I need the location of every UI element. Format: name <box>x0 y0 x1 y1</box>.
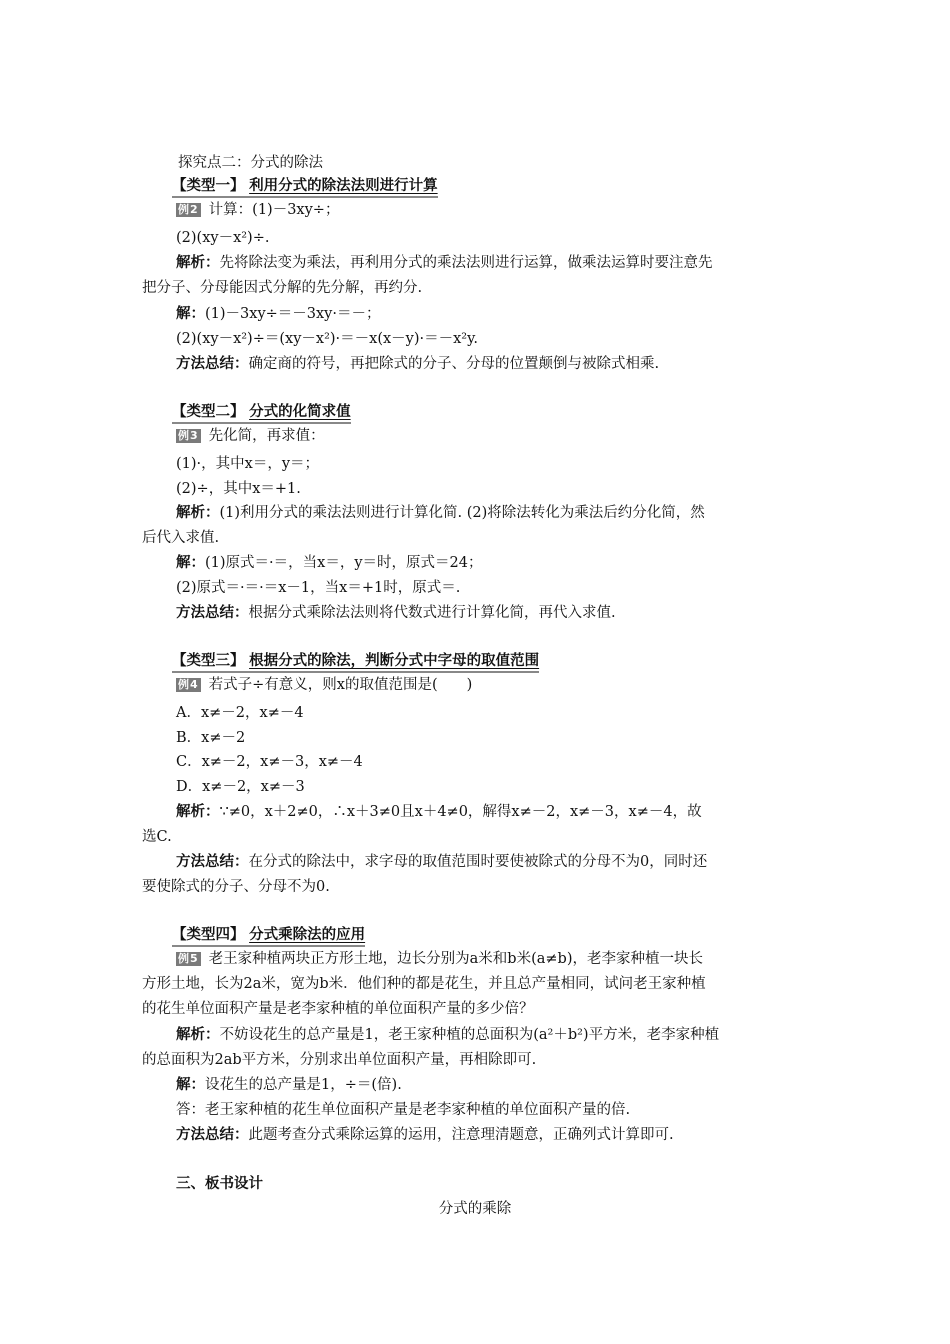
summary-text: 此题考查分式乘除运算的运用，注意理清题意，正确列式计算即可. <box>248 1127 674 1143</box>
type-4-label: 【类型四】 <box>172 926 245 943</box>
example-2-solution-2: (2)(xy－x²)÷＝(xy－x²)·＝－x(x－y)·＝－x²y. <box>176 331 478 347</box>
option-d: D．x≠－2，x≠－3 <box>176 779 305 795</box>
example-3-part1: (1)·，其中x＝，y＝； <box>176 456 320 472</box>
summary-text: 根据分式乘除法法则将代数式进行计算化简，再代入求值. <box>248 605 616 621</box>
example-5-analysis <box>176 1025 719 1045</box>
option-b: B．x≠－2 <box>176 730 246 746</box>
type-2-label: 【类型二】 <box>172 403 245 420</box>
example-3-summary <box>176 603 616 623</box>
example-3-analysis-cont: 后代入求值. <box>142 530 220 546</box>
example-5-question-2: 方形土地，长为2a米，宽为b米．他们种的都是花生，并且总产量相同，试问老王家种植 <box>142 976 706 992</box>
summary-text: 在分式的除法中，求字母的取值范围时要使被除式的分母不为0，同时还 <box>248 854 708 870</box>
example-5-text: 老王家种植两块正方形土地，边长分别为a米和b米(a≠b)，老李家种植一块长 <box>208 951 703 967</box>
solution-text: (1)－3xy÷＝－3xy·＝－； <box>205 306 381 322</box>
analysis-label: 解析： <box>176 1026 220 1043</box>
solution-text: 设花生的总产量是1，÷＝(倍). <box>205 1077 402 1093</box>
example-3-text: 先化简，再求值： <box>208 428 325 444</box>
example-4-badge: 例4 <box>178 678 199 691</box>
example-4-analysis-cont: 选C. <box>142 829 172 845</box>
summary-text: 确定商的符号，再把除式的分子、分母的位置颠倒与被除式相乘. <box>248 356 660 372</box>
example-5-answer: 答：老王家种植的花生单位面积产量是老李家种植的单位面积产量的倍. <box>176 1102 631 1118</box>
analysis-label: 解析： <box>176 803 220 820</box>
solution-label: 解： <box>176 305 205 322</box>
example-2-part2: (2)(xy－x²)÷. <box>176 230 270 246</box>
example-5-badge: 例5 <box>178 952 199 965</box>
type-2-title: 分式的化简求值 <box>249 403 351 420</box>
analysis-text: 先将除法变为乘法，再利用分式的乘法法则进行运算，做乘法运算时要注意先 <box>219 255 713 271</box>
example-2-solution <box>176 304 381 324</box>
example-5-question <box>176 949 703 969</box>
option-a: A．x≠－2，x≠－4 <box>176 705 304 721</box>
example-3-part2: (2)÷，其中x＝+1. <box>176 481 301 497</box>
type-3-label: 【类型三】 <box>172 652 245 669</box>
example-5-summary <box>176 1125 674 1145</box>
example-3-solution <box>176 553 482 573</box>
example-2-text: 计算：(1)－3xy÷； <box>208 202 340 218</box>
analysis-text: 不妨设花生的总产量是1，老王家种植的总面积为(a²＋b²)平方米，老李家种植 <box>219 1027 720 1043</box>
option-c: C．x≠－2，x≠－3，x≠－4 <box>176 754 363 770</box>
section-heading: 探究点二：分式的除法 <box>178 155 323 171</box>
example-5-solution <box>176 1075 402 1095</box>
type-1-label: 【类型一】 <box>172 177 245 194</box>
type-3-heading <box>172 651 539 673</box>
solution-text: (1)原式＝·＝，当x＝，y＝时，原式＝24； <box>205 555 483 571</box>
example-4-text: 若式子÷有意义，则x的取值范围是( ) <box>208 677 473 693</box>
type-4-heading <box>172 925 365 947</box>
analysis-label: 解析： <box>176 504 220 521</box>
example-4-question <box>176 675 472 695</box>
summary-label: 方法总结： <box>176 355 249 372</box>
example-2-analysis-cont: 把分子、分母能因式分解的先分解，再约分. <box>142 280 423 296</box>
example-2-question <box>176 200 339 220</box>
example-5-analysis-cont: 的总面积为2ab平方米，分别求出单位面积产量，再相除即可. <box>142 1052 537 1068</box>
type-3-title: 根据分式的除法，判断分式中字母的取值范围 <box>249 652 540 669</box>
analysis-label: 解析： <box>176 254 220 271</box>
analysis-text: ∵≠0，x＋2≠0，∴x＋3≠0且x＋4≠0，解得x≠－2，x≠－3，x≠－4，故 <box>219 804 702 820</box>
example-2-badge: 例2 <box>178 203 199 216</box>
example-2-analysis <box>176 253 713 273</box>
type-4-title: 分式乘除法的应用 <box>249 926 366 943</box>
summary-label: 方法总结： <box>176 1126 249 1143</box>
analysis-text: (1)利用分式的乘法法则进行计算化简. (2)将除法转化为乘法后约分化简，然 <box>219 505 705 521</box>
summary-label: 方法总结： <box>176 604 249 621</box>
example-5-question-3: 的花生单位面积产量是老李家种植的单位面积产量的多少倍？ <box>142 1001 534 1017</box>
type-2-heading <box>172 402 351 424</box>
example-4-summary <box>176 852 707 872</box>
board-title: 分式的乘除 <box>438 1201 512 1217</box>
example-3-analysis <box>176 503 705 523</box>
example-4-summary-cont: 要使除式的分子、分母不为0. <box>142 879 330 895</box>
type-1-heading <box>172 176 438 198</box>
example-3-solution-2: (2)原式＝·＝·＝x－1，当x＝+1时，原式＝. <box>176 580 461 596</box>
solution-label: 解： <box>176 554 205 571</box>
example-3-question <box>176 426 325 446</box>
example-4-analysis <box>176 802 702 822</box>
example-3-badge: 例3 <box>178 429 199 442</box>
example-2-summary <box>176 354 659 374</box>
solution-label: 解： <box>176 1076 205 1093</box>
type-1-title: 利用分式的除法法则进行计算 <box>249 177 438 194</box>
board-design-heading: 三、板书设计 <box>176 1175 263 1192</box>
summary-label: 方法总结： <box>176 853 249 870</box>
